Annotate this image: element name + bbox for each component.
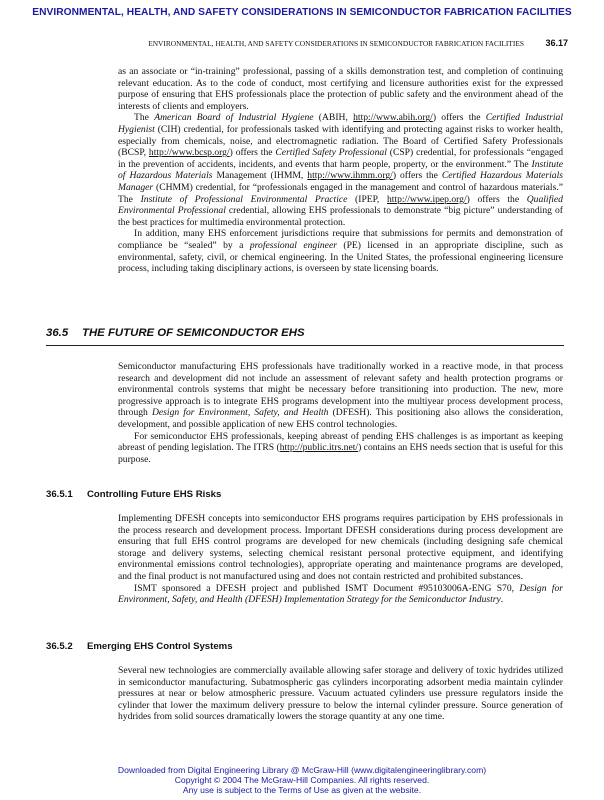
ipep-link[interactable]: http://www.ipep.org/ — [386, 193, 467, 205]
subsection-number-2: 36.5.2 — [46, 641, 73, 652]
dfesh-term: Design for Environment, Safety, and Health — [151, 407, 329, 419]
subsection-1-paragraph-1: Implementing DFESH concepts into semiconductor EHS programs requires participation by EHS professionals in the process research and development process. Important DFESH considerations during process development are ensuring that full EHS control programs are developed for new chemicals (including designing safe chemical storage and delivery systems, selecting chemical resistant personal protective equipment, and identifying environmental emissions control technologies), appropriate operating and maintenance programs are developed, and the final product is not manufactured using and does not contain restricted and prohibited substances. — [118, 513, 563, 582]
bcsp-link[interactable]: http://www.bcsp.org/ — [148, 147, 230, 159]
section-number: 36.5 — [46, 327, 69, 339]
subsection-number-1: 36.5.1 — [46, 489, 73, 500]
section-heading — [46, 327, 564, 346]
subsection-heading-1 — [46, 489, 221, 500]
section-text — [118, 361, 563, 465]
footer-download-line[interactable]: Downloaded from Digital Engineering Library @ McGraw-Hill (www.digitalengineeringlibrary.com) — [117, 765, 487, 775]
section-title: THE FUTURE OF SEMICONDUCTOR EHS — [82, 327, 305, 339]
ihmm-name: Institute of Hazardous Materials — [118, 158, 563, 182]
running-head — [50, 38, 568, 50]
abih-link[interactable]: http://www.abih.org/ — [353, 112, 433, 124]
footer-copyright-line: Copyright © 2004 The McGraw-Hill Companies. All rights reserved. — [174, 775, 430, 785]
section-paragraph-1: Semiconductor manufacturing EHS professionals have traditionally worked in a reactive mode, in that process research and development did not include an assessment of relevant safety and health protection programs or environmental controls systems that might be necessary before transitioning into production. The new, more progressive approach is to integrate EHS programs development into the multiyear process development process, through Design for Environment, Safety, and Health (DFESH). This positioning also allows the consideration, development, and possible application of new EHS control technologies. — [118, 361, 563, 430]
intro-paragraph-1: as an associate or “in-training” professional, passing of a skills demonstration test, and completion of continuing relevant education. As to the code of conduct, most certifying and licensure authorities exist for the expressed purpose of ensuring that EHS professionals place the protection of public safety and the environment ahead of the interests of clients and employers. — [118, 66, 563, 112]
intro-paragraph-3: In addition, many EHS enforcement jurisdictions require that submissions for permits and demonstration of compliance be “sealed” by a professional engineer (PE) licensed in an appropriate discipline, such as environmental, safety, civil, or chemical engineering. In the United States, the professional engineering licensure process, including taking disciplinary actions, is overseen by state licensing boards. — [118, 228, 563, 275]
page-banner: ENVIRONMENTAL, HEALTH, AND SAFETY CONSIDERATIONS IN SEMICONDUCTOR FABRICATION FACILITIES — [32, 7, 572, 18]
ismt-document-title: Design for Environment, Safety, and Health (DFESH) Implementation Strategy for the Semiconductor Industry — [118, 582, 563, 606]
section-paragraph-2: For semiconductor EHS professionals, keeping abreast of pending EHS challenges is as important as keeping abreast of pending legislation. The ITRS (http://public.itrs.net/) contains an EHS needs section that is useful for this purpose. — [118, 430, 563, 465]
footer-terms-line: Any use is subject to the Terms of Use as given at the website. — [182, 785, 422, 795]
itrs-link[interactable]: http://public.itrs.net/ — [279, 442, 359, 454]
subsection-1-paragraph-2: ISMT sponsored a DFESH project and published ISMT Document #95103006A-ENG S70, Design for Environment, Safety, and Health (DFESH) Implementation Strategy for the Semiconductor Industry. — [118, 582, 563, 606]
subsection-title-1: Controlling Future EHS Risks — [87, 489, 222, 500]
ipep-name: Institute of Professional Environmental Practice — [140, 193, 348, 205]
subsection-2-text — [118, 665, 563, 723]
chmm-credential: Certified Hazardous Materials Manager — [118, 170, 563, 193]
page-number: 36.17 — [545, 38, 568, 48]
csp-credential: Certified Safety Professional — [275, 147, 387, 159]
cih-credential: Certified Industrial Hygienist — [118, 112, 563, 135]
subsection-heading-2 — [46, 641, 233, 652]
subsection-2-paragraph-1: Several new technologies are commercially available allowing safer storage and delivery of toxic hydrides utilized in semiconductor manufacturing. Subatmospheric gas cylinders incorporating adsorbent media maintain cylinder pressures at near or below atmospheric pressure. Vacuum actuated cylinders use pressure regulators inside the cylinder that lower the maximum delivery pressure to below the internal cylinder pressure. Source generation of hydrides from solid sources dramatically lowers the storage quantity at any one time. — [118, 665, 563, 723]
subsection-1-text — [118, 513, 563, 606]
pe-term: professional engineer — [249, 239, 337, 251]
download-footer — [0, 765, 604, 795]
qep-credential: Qualified Environmental Professional — [118, 193, 563, 217]
ihmm-link[interactable]: http://www.ihmm.org/ — [307, 170, 393, 182]
abih-name: American Board of Industrial Hygiene — [154, 112, 314, 124]
subsection-title-2: Emerging EHS Control Systems — [87, 641, 233, 652]
intro-paragraph-2: The American Board of Industrial Hygiene (ABIH, http://www.abih.org/) offers the Certified Industrial Hygienist (CIH) credential, for professionals tasked with identifying and protecting against risks to worker health, especially from chemicals, noise, and electromagnetic radiation. The Board of Certified Safety Professionals (BCSP, http://www.bcsp.org/) offers the Certified Safety Professional (CSP) credential, for professionals “engaged in the prevention of accidents, incidents, and events that harm people, property, or the environment.” The Institute of Hazardous Materials Management (IHMM, http://www.ihmm.org/) offers the Certified Hazardous Materials Manager (CHMM) credential, for “professionals engaged in the management and control of hazardous materials.” The Institute of Professional Environmental Practice (IPEP, http://www.ipep.org/) offers the Qualified Environmental Professional credential, allowing EHS professionals to demonstrate “big picture” understanding of the best practices for multimedia environmental protection. — [118, 112, 563, 228]
intro-text — [118, 66, 563, 275]
running-head-title: ENVIRONMENTAL, HEALTH, AND SAFETY CONSIDERATIONS IN SEMICONDUCTOR FABRICATION FACILITIES — [148, 39, 524, 48]
